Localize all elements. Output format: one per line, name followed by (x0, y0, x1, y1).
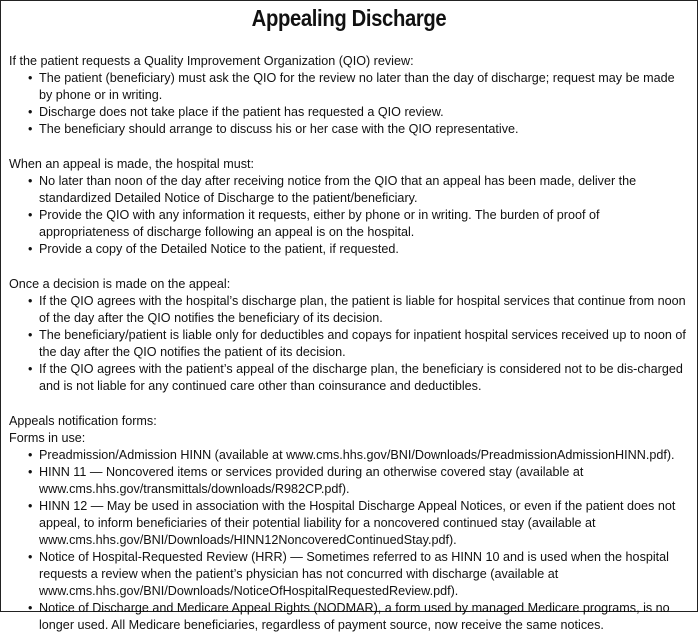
list-item: • Notice of Discharge and Medicare Appeal Rights (NODMAR), a form used by managed Medicare programs, is no longer used. All Medicare beneficiaries, regardless of payment source, now receive the same notices. (29, 600, 689, 634)
list-item: • The patient (beneficiary) must ask the QIO for the review no later than the day of discharge; request may be made by phone or in writing. (29, 70, 689, 104)
bullet-list (9, 173, 689, 258)
list-item: • Provide the QIO with any information it requests, either by phone or in writing. The burden of proof of appropriateness of discharge following an appeal is on the hospital. (29, 207, 689, 241)
list-item: • Preadmission/Admission HINN (available at www.cms.hhs.gov/BNI/Downloads/PreadmissionAdmissionHINN.pdf). (29, 447, 689, 464)
page-title: Appealing Discharge (251, 5, 447, 31)
section-subintro: Forms in use: (9, 431, 86, 445)
list-item: • Notice of Hospital-Requested Review (HRR) — Sometimes referred to as HINN 10 and is used when the hospital requests a review when the patient’s physician has not concurred with discharge (available at www.cms.hhs.gov/BNI/Downloads/NoticeOfHospitalRequestedReview.pdf). (29, 549, 689, 600)
section-appeal-decision (9, 276, 689, 395)
bullet-list (9, 70, 689, 138)
list-item: • HINN 11 — Noncovered items or services provided during an otherwise covered stay (available at www.cms.hhs.gov/transmittals/downloads/R982CP.pdf). (29, 464, 689, 498)
list-item: • No later than noon of the day after receiving notice from the QIO that an appeal has been made, deliver the standardized Detailed Notice of Discharge to the patient/beneficiary. (29, 173, 689, 207)
section-notification-forms (9, 413, 689, 634)
section-intro: Appeals notification forms: (9, 414, 157, 428)
section-hospital-duties (9, 156, 689, 258)
list-item: • The beneficiary should arrange to discuss his or her case with the QIO representative. (29, 121, 689, 138)
list-item: • The beneficiary/patient is liable only for deductibles and copays for inpatient hospital services received up to noon of the day after the QIO notifies the patient of its decision. (29, 327, 689, 361)
section-qio-review (9, 53, 689, 138)
list-item: • If the QIO agrees with the patient’s appeal of the discharge plan, the beneficiary is considered not to be dis-charged and is not liable for any continued care other than coinsurance and deductibles. (29, 361, 689, 395)
section-intro: Once a decision is made on the appeal: (9, 277, 231, 291)
list-item: • If the QIO agrees with the hospital’s discharge plan, the patient is liable for hospital services that continue from noon of the day after the QIO notifies the beneficiary of its decision. (29, 293, 689, 327)
document-page (1, 1, 698, 632)
list-item: • HINN 12 — May be used in association with the Hospital Discharge Appeal Notices, or even if the patient does not appeal, to inform beneficiaries of their potential liability for a noncovered continued stay (available at www.cms.hhs.gov/BNI/Downloads/HINN12NoncoveredContinuedStay.pdf). (29, 498, 689, 549)
bullet-list (9, 293, 689, 395)
section-intro: If the patient requests a Quality Improvement Organization (QIO) review: (9, 54, 414, 68)
section-intro: When an appeal is made, the hospital must: (9, 157, 255, 171)
list-item: • Provide a copy of the Detailed Notice to the patient, if requested. (29, 241, 689, 258)
bullet-list (9, 447, 689, 634)
list-item: • Discharge does not take place if the patient has requested a QIO review. (29, 104, 689, 121)
